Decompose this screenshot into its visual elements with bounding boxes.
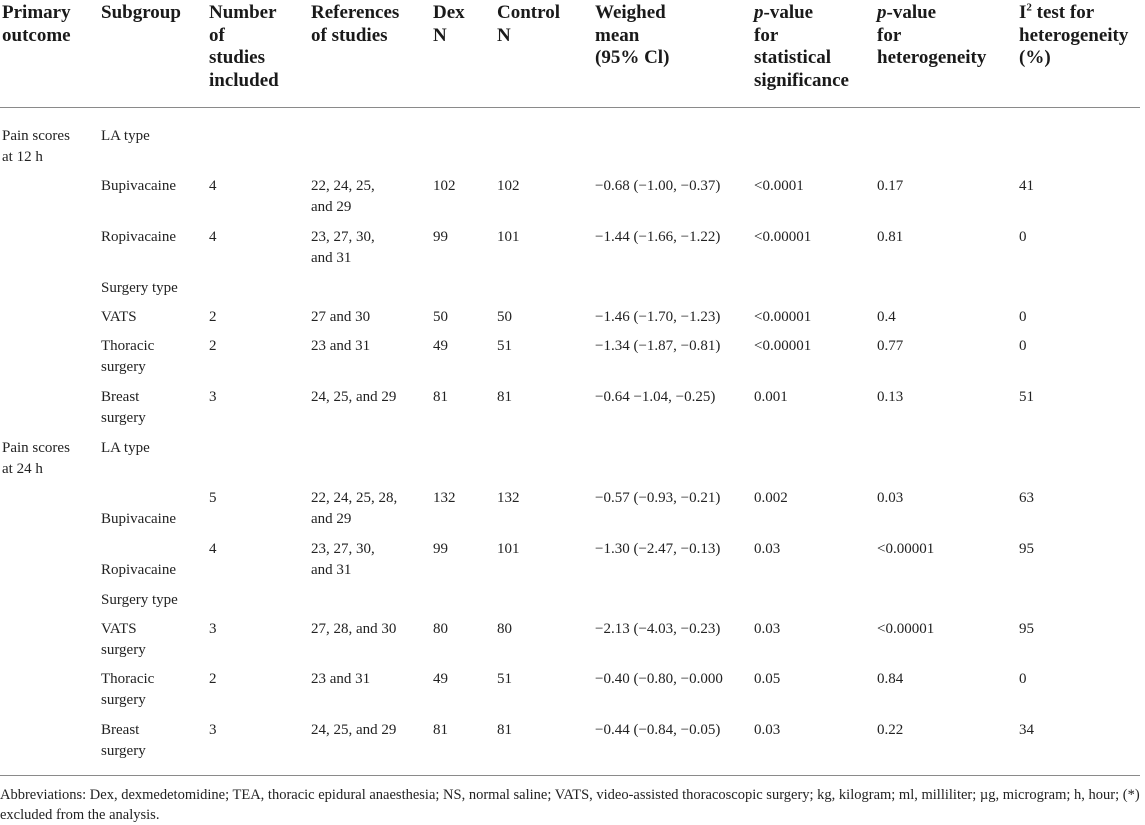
control-n-cell: 102 xyxy=(497,178,520,194)
i2-cell: 0 xyxy=(1019,309,1027,325)
dex-n-cell: 49 xyxy=(433,338,448,354)
weighed-mean-cell: −0.57 (−0.93, −0.21) xyxy=(595,490,721,506)
p-significance-cell: <0.00001 xyxy=(754,338,812,354)
group-label: Surgery type xyxy=(101,280,178,296)
control-n-cell: 51 xyxy=(497,338,512,354)
studies-count-cell: 4 xyxy=(209,229,217,245)
subgroup-cell: VATS surgery xyxy=(101,621,146,658)
i2-cell: 0 xyxy=(1019,229,1027,245)
references-cell: 24, 25, and 29 xyxy=(311,722,397,738)
group-label: Surgery type xyxy=(101,592,178,608)
dex-n-cell: 102 xyxy=(433,178,456,194)
i2-cell: 95 xyxy=(1019,621,1034,637)
references-cell: 22, 24, 25, and 29 xyxy=(311,178,375,215)
col-header-references: References of studies xyxy=(311,2,400,46)
i2-cell: 95 xyxy=(1019,541,1034,557)
references-cell: 23, 27, 30, and 31 xyxy=(311,541,375,578)
subgroup-cell: Bupivacaine xyxy=(101,511,176,527)
studies-count-cell: 3 xyxy=(209,389,217,405)
footer-rule xyxy=(0,775,1140,776)
p-heterogeneity-cell: 0.03 xyxy=(877,490,904,506)
subgroup-cell: Breast surgery xyxy=(101,722,146,759)
references-cell: 22, 24, 25, 28, and 29 xyxy=(311,490,398,527)
dex-n-cell: 99 xyxy=(433,541,448,557)
outcome-label: Pain scores at 12 h xyxy=(2,128,70,165)
subgroup-cell: Ropivacaine xyxy=(101,229,176,245)
control-n-cell: 80 xyxy=(497,621,512,637)
p-significance-cell: 0.03 xyxy=(754,541,781,557)
p-significance-cell: 0.03 xyxy=(754,621,781,637)
dex-n-cell: 49 xyxy=(433,671,448,687)
references-cell: 27, 28, and 30 xyxy=(311,621,397,637)
col-header-primary-outcome: Primary outcome xyxy=(2,2,71,46)
dex-n-cell: 50 xyxy=(433,309,448,325)
p-heterogeneity-cell: 0.81 xyxy=(877,229,904,245)
weighed-mean-cell: −0.40 (−0.80, −0.000 xyxy=(595,671,723,687)
control-n-cell: 101 xyxy=(497,541,520,557)
p-significance-cell: <0.00001 xyxy=(754,309,812,325)
col-header-control-n: Control N xyxy=(497,2,560,46)
i2-cell: 0 xyxy=(1019,671,1027,687)
p-heterogeneity-cell: 0.22 xyxy=(877,722,904,738)
p-significance-cell: 0.05 xyxy=(754,671,781,687)
outcome-label: Pain scores at 24 h xyxy=(2,440,70,477)
p-heterogeneity-cell: 0.77 xyxy=(877,338,904,354)
col-header-p-value-significance: p-value for statistical significance xyxy=(754,2,849,91)
studies-count-cell: 4 xyxy=(209,178,217,194)
p-heterogeneity-cell: <0.00001 xyxy=(877,541,935,557)
references-cell: 23 and 31 xyxy=(311,671,371,687)
p-significance-cell: <0.0001 xyxy=(754,178,804,194)
dex-n-cell: 81 xyxy=(433,389,448,405)
group-label: LA type xyxy=(101,128,150,144)
subgroup-cell: Bupivacaine xyxy=(101,178,176,194)
control-n-cell: 81 xyxy=(497,389,512,405)
dex-n-cell: 99 xyxy=(433,229,448,245)
subgroup-cell: Thoracic surgery xyxy=(101,338,155,375)
col-header-number-of-studies: Number of studies included xyxy=(209,2,279,91)
studies-count-cell: 2 xyxy=(209,671,217,687)
weighed-mean-cell: −1.30 (−2.47, −0.13) xyxy=(595,541,721,557)
group-label: LA type xyxy=(101,440,150,456)
references-cell: 27 and 30 xyxy=(311,309,371,325)
weighed-mean-cell: −0.68 (−1.00, −0.37) xyxy=(595,178,721,194)
col-header-i2-test: $I^2$ test for heterogeneity (%) xyxy=(1019,1,1129,68)
references-cell: 24, 25, and 29 xyxy=(311,389,397,405)
studies-count-cell: 3 xyxy=(209,722,217,738)
control-n-cell: 51 xyxy=(497,671,512,687)
control-n-cell: 101 xyxy=(497,229,520,245)
p-significance-cell: 0.001 xyxy=(754,389,788,405)
p-heterogeneity-cell: 0.4 xyxy=(877,309,896,325)
weighed-mean-cell: −1.46 (−1.70, −1.23) xyxy=(595,309,721,325)
studies-count-cell: 5 xyxy=(209,490,217,506)
col-header-subgroup: Subgroup xyxy=(101,2,181,23)
subgroup-cell: VATS xyxy=(101,309,137,325)
header-rule xyxy=(0,107,1140,108)
studies-count-cell: 2 xyxy=(209,338,217,354)
col-header-weighed-mean: Weighed mean (95% Cl) xyxy=(595,2,670,68)
col-header-p-value-heterogeneity: p-value for heterogeneity xyxy=(877,2,987,68)
weighed-mean-cell: −1.34 (−1.87, −0.81) xyxy=(595,338,721,354)
control-n-cell: 132 xyxy=(497,490,520,506)
p-heterogeneity-cell: <0.00001 xyxy=(877,621,935,637)
studies-count-cell: 4 xyxy=(209,541,217,557)
p-significance-cell: 0.002 xyxy=(754,490,788,506)
p-heterogeneity-cell: 0.84 xyxy=(877,671,904,687)
studies-count-cell: 3 xyxy=(209,621,217,637)
p-significance-cell: <0.00001 xyxy=(754,229,812,245)
abbreviations-footnote: Abbreviations: Dex, dexmedetomidine; TEA, thoracic epidural anaesthesia; NS, normal saline; VATS, video-assisted thoracoscopic surgery; kg, kilogram; ml, milliliter; µg, microgram; h, hour; (*) excluded from the analysis. xyxy=(0,787,1140,823)
p-significance-cell: 0.03 xyxy=(754,722,781,738)
p-heterogeneity-cell: 0.13 xyxy=(877,389,904,405)
weighed-mean-cell: −0.64 −1.04, −0.25) xyxy=(595,389,716,405)
i2-cell: 51 xyxy=(1019,389,1034,405)
weighed-mean-cell: −1.44 (−1.66, −1.22) xyxy=(595,229,721,245)
references-cell: 23, 27, 30, and 31 xyxy=(311,229,375,266)
i2-cell: 63 xyxy=(1019,490,1034,506)
i2-cell: 34 xyxy=(1019,722,1034,738)
subgroup-cell: Ropivacaine xyxy=(101,562,176,578)
subgroup-cell: Breast surgery xyxy=(101,389,146,426)
dex-n-cell: 132 xyxy=(433,490,456,506)
control-n-cell: 50 xyxy=(497,309,512,325)
control-n-cell: 81 xyxy=(497,722,512,738)
weighed-mean-cell: −0.44 (−0.84, −0.05) xyxy=(595,722,721,738)
p-heterogeneity-cell: 0.17 xyxy=(877,178,904,194)
i2-cell: 0 xyxy=(1019,338,1027,354)
weighed-mean-cell: −2.13 (−4.03, −0.23) xyxy=(595,621,721,637)
i2-cell: 41 xyxy=(1019,178,1034,194)
studies-count-cell: 2 xyxy=(209,309,217,325)
col-header-dex-n: Dex N xyxy=(433,2,465,46)
references-cell: 23 and 31 xyxy=(311,338,371,354)
subgroup-cell: Thoracic surgery xyxy=(101,671,155,708)
dex-n-cell: 80 xyxy=(433,621,448,637)
dex-n-cell: 81 xyxy=(433,722,448,738)
